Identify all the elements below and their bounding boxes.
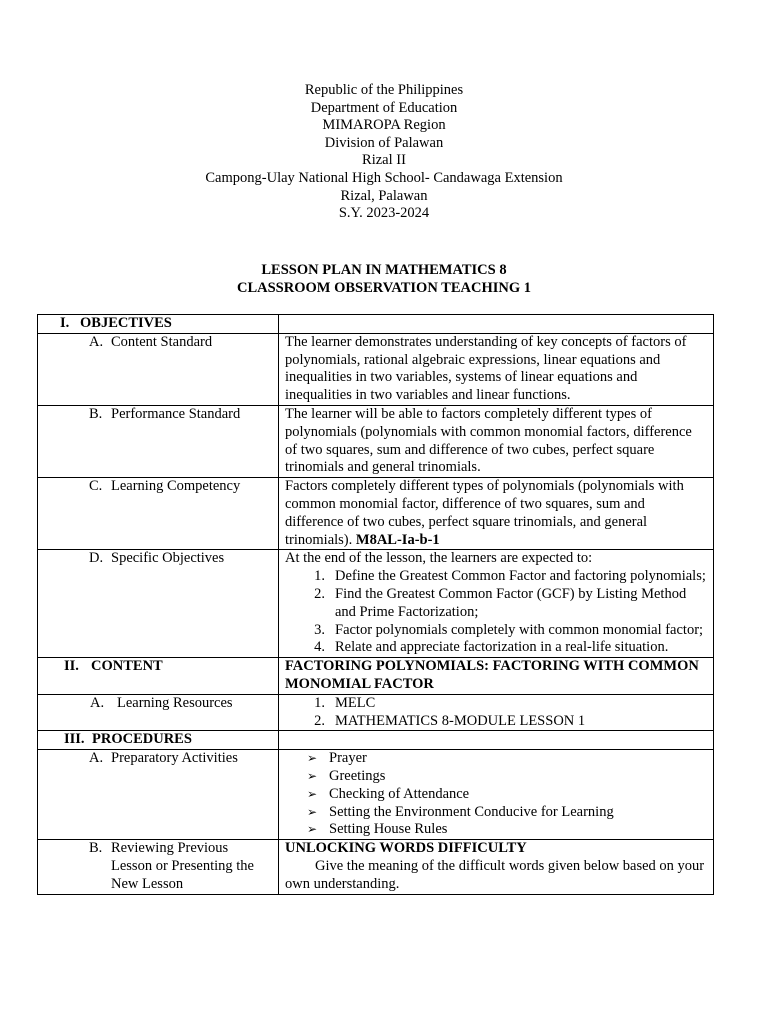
header-line: Rizal, Palawan — [340, 187, 428, 204]
reviewing-lesson-label: B. Reviewing Previous Lesson or Presenting the New Lesson — [89, 840, 254, 892]
table-row — [38, 694, 714, 731]
table-row — [38, 658, 714, 695]
table-row — [38, 550, 714, 658]
header-line: Rizal II — [362, 152, 406, 169]
title-line-2: CLASSROOM OBSERVATION TEACHING 1 — [237, 279, 531, 296]
table-row — [38, 478, 714, 550]
list-item: 3. Factor polynomials completely with common monomial factor; — [314, 621, 704, 638]
competency-code: M8AL-Ia-b-1 — [355, 531, 440, 548]
performance-standard-text: The learner will be able to factors completely different types of polynomials (polynomials with common monomial factors, difference of two squares, sum and difference of two cubes, perfect square trinomials and general trinomials. — [279, 405, 714, 477]
table-row — [38, 840, 714, 894]
table-row — [38, 333, 714, 405]
table-row — [38, 731, 714, 750]
lesson-plan-table — [37, 314, 714, 895]
arrowhead-bullet-icon: ➢ — [307, 822, 318, 837]
list-item: 2. Find the Greatest Common Factor (GCF) by Listing Method and Prime Factorization; — [314, 585, 687, 620]
header-line: Division of Palawan — [324, 134, 444, 151]
title-line-1: LESSON PLAN IN MATHEMATICS 8 — [261, 262, 507, 278]
school-header — [0, 82, 768, 223]
arrowhead-bullet-icon: ➢ — [307, 804, 318, 819]
list-item: 4. Relate and appreciate factorization in a real-life situation. — [314, 639, 669, 656]
preparatory-activities-cell — [279, 750, 714, 840]
content-topic: FACTORING POLYNOMIALS: FACTORING WITH COMMON MONOMIAL FACTOR — [279, 658, 714, 695]
list-item: 1. MELC — [314, 694, 376, 711]
specific-objectives-list — [285, 568, 707, 657]
learning-resources-cell — [279, 694, 714, 731]
list-item: ➢ Setting House Rules — [307, 821, 448, 838]
learning-resources-list — [285, 695, 707, 731]
performance-standard-label: B. Performance Standard — [89, 405, 241, 422]
content-standard-label: A. Content Standard — [89, 333, 213, 350]
reviewing-lesson-cell — [279, 840, 714, 894]
table-row — [38, 315, 714, 334]
section-heading-objectives: I. OBJECTIVES — [60, 315, 172, 331]
unlocking-difficulty-text: Give the meaning of the difficult words given below based on your own understanding. — [285, 857, 705, 892]
arrowhead-bullet-icon: ➢ — [307, 751, 318, 766]
specific-objectives-intro: At the end of the lesson, the learners are expected to: — [285, 550, 593, 567]
unlocking-difficulty-heading: UNLOCKING WORDS DIFFICULTY — [285, 840, 527, 857]
arrowhead-bullet-icon: ➢ — [307, 786, 318, 801]
list-item: ➢ Checking of Attendance — [307, 785, 470, 802]
table-row — [38, 750, 714, 840]
section-heading-content: II. CONTENT — [64, 658, 163, 675]
list-item: ➢ Prayer — [307, 750, 367, 767]
learning-competency-label: C. Learning Competency — [89, 478, 241, 495]
header-line: Campong-Ulay National High School- Candawaga Extension — [205, 169, 563, 186]
header-line: S.Y. 2023-2024 — [338, 205, 430, 222]
specific-objectives-cell — [279, 550, 714, 658]
header-line: Department of Education — [310, 99, 458, 116]
list-item: ➢ Greetings — [307, 767, 386, 784]
learning-resources-label: A. Learning Resources — [90, 694, 233, 711]
section-heading-procedures: III. PROCEDURES — [64, 731, 192, 748]
arrowhead-bullet-icon: ➢ — [307, 768, 318, 783]
learning-competency-cell — [279, 478, 714, 550]
preparatory-activities-label: A. Preparatory Activities — [89, 750, 238, 767]
list-item: 2. MATHEMATICS 8-MODULE LESSON 1 — [314, 712, 586, 729]
header-line: MIMAROPA Region — [322, 117, 446, 134]
table-row — [38, 405, 714, 477]
learning-competency-text: Factors completely different types of polynomials (polynomials with common monomial factor, difference of two squares, sum and difference of two cubes, perfect square trinomials, and general trinomials). — [285, 478, 684, 548]
list-item: ➢ Setting the Environment Conducive for Learning — [307, 803, 614, 820]
header-line: Republic of the Philippines — [304, 82, 464, 98]
preparatory-activities-list — [285, 750, 707, 839]
list-item: 1. Define the Greatest Common Factor and factoring polynomials; — [314, 568, 706, 585]
specific-objectives-label: D. Specific Objectives — [89, 550, 225, 567]
content-standard-text: The learner demonstrates understanding of key concepts of factors of polynomials, rational algebraic expressions, linear equations and inequalities in two variables, systems of linear equations and inequalities in two variables and linear functions. — [279, 333, 714, 405]
lesson-plan-title — [0, 262, 768, 297]
